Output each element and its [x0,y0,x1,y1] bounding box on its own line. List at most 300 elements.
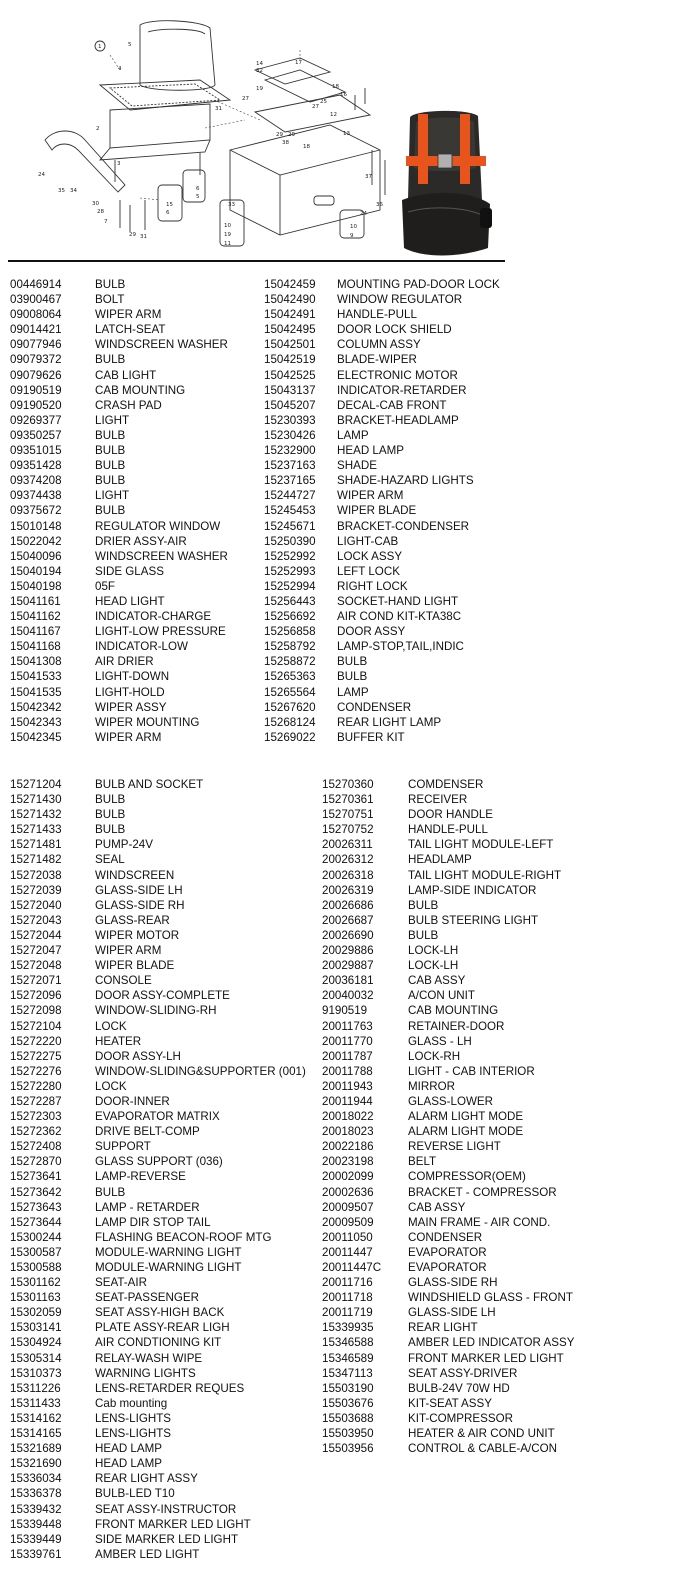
part-number: 15272048 [10,959,62,973]
svg-text:4: 4 [118,66,122,72]
part-row [10,1471,320,1486]
part-description: BUFFER KIT [337,730,405,744]
part-row [10,898,320,913]
part-number: 15270752 [322,823,374,837]
part-number: 15271481 [10,838,62,852]
part-number: 15272047 [10,944,62,958]
part-row [322,898,682,913]
svg-text:18: 18 [332,84,339,90]
part-row [322,1335,682,1350]
part-number: 15302059 [10,1306,62,1320]
part-row [10,730,255,745]
part-row [322,1049,682,1064]
part-description: TAIL LIGHT MODULE-LEFT [408,838,554,852]
part-description: BOLT [95,293,125,307]
part-description: ALARM LIGHT MODE [408,1110,524,1124]
part-row [322,1245,682,1260]
part-number: 09351428 [10,459,62,473]
part-row [264,322,509,337]
part-number: 15346588 [322,1336,374,1350]
part-description: GLASS - LH [408,1034,472,1048]
part-description: SEAT-AIR [95,1276,147,1290]
part-number: 09014421 [10,323,62,337]
part-number: 09077946 [10,338,62,352]
part-description: WIPER BLADE [95,959,175,973]
part-row [10,564,255,579]
part-description: AMBER LED INDICATOR ASSY [408,1336,575,1350]
part-number: 15041162 [10,610,61,624]
part-number: 15305314 [10,1351,62,1365]
part-number: 20011787 [322,1049,373,1063]
part-description: LOCK [95,1079,127,1093]
part-row [10,1396,320,1411]
part-description: HEATER [95,1034,142,1048]
part-number: 15042525 [264,368,316,382]
part-row [10,928,320,943]
part-number: 15040194 [10,564,62,578]
part-description: LOCK ASSY [337,549,403,563]
seat-photo [398,108,494,258]
part-number: 15273644 [10,1215,62,1229]
part-number: 15336378 [10,1487,62,1501]
part-description: COMDENSER [408,778,484,791]
part-number: 20011770 [322,1034,373,1048]
part-row [10,428,255,443]
part-description: LIGHT-HOLD [95,685,165,699]
part-description: LAMP-STOP,TAIL,INDIC [337,640,464,654]
part-row [10,609,255,624]
part-number: 20029886 [322,944,374,958]
part-row [10,398,255,413]
part-number: 15042343 [10,715,62,729]
part-description: LIGHT-DOWN [95,670,170,684]
svg-text:29: 29 [276,132,283,138]
part-row [10,503,255,518]
part-description: HANDLE-PULL [408,823,488,837]
part-row [10,1169,320,1184]
svg-text:37: 37 [365,174,372,180]
svg-text:17: 17 [295,60,302,66]
part-number: 15271204 [10,778,62,791]
part-number: 15339448 [10,1517,62,1531]
part-number: 15272870 [10,1155,62,1169]
part-row [10,1260,320,1275]
part-row [10,337,255,352]
part-row [10,443,255,458]
part-row [10,1426,320,1441]
part-description: BULB [95,278,126,291]
part-row [10,1064,320,1079]
part-description: SEAT ASSY-DRIVER [408,1366,518,1380]
part-description: BULB [95,428,126,442]
part-row [322,1351,682,1366]
part-description: CONSOLE [95,974,152,988]
part-description: AMBER LED LIGHT [95,1547,200,1561]
part-number: 15272044 [10,928,62,942]
part-description: WINDSCREEN WASHER [95,549,228,563]
svg-text:12: 12 [330,112,337,118]
part-number: 20011050 [322,1230,373,1244]
part-number: 15237163 [264,459,316,473]
svg-text:6: 6 [196,186,200,192]
part-number: 20011716 [322,1276,373,1290]
part-description: SOCKET-HAND LIGHT [337,594,459,608]
part-row [10,988,320,1003]
part-row [10,624,255,639]
part-row [10,292,255,307]
part-number: 15258872 [264,655,316,669]
part-number: 20011943 [322,1079,373,1093]
part-description: BULB [95,504,126,518]
part-row [322,837,682,852]
part-description: LEFT LOCK [337,564,400,578]
part-description: HEATER & AIR COND UNIT [408,1427,555,1441]
part-description: LAMP [337,428,369,442]
part-description: EVAPORATOR [408,1245,487,1259]
part-number: 15040198 [10,579,62,593]
part-number: 15041161 [10,594,61,608]
part-description: COMPRESSOR(OEM) [408,1170,526,1184]
part-description: MOUNTING PAD-DOOR LOCK [337,278,500,291]
part-description: DECAL-CAB FRONT [337,398,447,412]
part-description: HEADLAMP [408,853,472,867]
part-row [10,715,255,730]
part-row [10,1381,320,1396]
part-row [10,1486,320,1501]
part-description: LAMP - RETARDER [95,1200,200,1214]
part-number: 20040032 [322,989,374,1003]
part-description: LOCK-LH [408,959,459,973]
part-number: 20011763 [322,1019,373,1033]
part-description: WINDOW-SLIDING&SUPPORTER (001) [95,1064,306,1078]
part-row [322,1169,682,1184]
part-description: DOOR-INNER [95,1094,170,1108]
part-number: 15300587 [10,1245,62,1259]
seat-photo-icon [398,108,494,258]
svg-text:27: 27 [242,96,249,102]
svg-text:5: 5 [128,42,132,48]
part-number: 15230393 [264,413,316,427]
svg-text:24: 24 [360,211,367,217]
part-description: HEAD LAMP [337,444,405,458]
part-row [10,1079,320,1094]
part-description: CAB ASSY [408,974,466,988]
part-number: 15041308 [10,655,62,669]
svg-text:1: 1 [98,44,102,50]
part-number: 15042491 [264,308,316,322]
part-description: MAIN FRAME - AIR COND. [408,1215,551,1229]
part-number: 15339761 [10,1547,62,1561]
part-description: CAB MOUNTING [95,383,186,397]
part-row [264,352,509,367]
part-number: 15303141 [10,1321,62,1335]
part-description: PLATE ASSY-REAR LIGH [95,1321,230,1335]
part-row [10,307,255,322]
part-description: BULB [337,670,368,684]
part-number: 9190519 [322,1004,368,1018]
part-row [322,1109,682,1124]
parts-column-b [264,277,509,745]
svg-text:15: 15 [166,202,173,208]
svg-text:28: 28 [97,209,104,215]
svg-text:14: 14 [256,61,263,67]
part-description: GLASS-LOWER [408,1094,494,1108]
part-description: AIR COND KIT-KTA38C [337,610,462,624]
part-description: COLUMN ASSY [337,338,421,352]
part-description: AIR CONDTIONING KIT [95,1336,222,1350]
part-row [322,868,682,883]
part-number: 15271432 [10,808,62,822]
part-row [322,1185,682,1200]
part-description: FRONT MARKER LED LIGHT [408,1351,564,1365]
part-row [264,579,509,594]
part-number: 20002636 [322,1185,374,1199]
part-description: DOOR ASSY-LH [95,1049,181,1063]
part-number: 20011718 [322,1291,373,1305]
part-number: 20026318 [322,868,374,882]
part-number: 15301163 [10,1291,61,1305]
part-number: 15022042 [10,534,62,548]
part-description: DOOR HANDLE [408,808,494,822]
part-description: MODULE-WARNING LIGHT [95,1261,242,1274]
part-number: 15321689 [10,1442,62,1456]
part-description: SHADE-HAZARD LIGHTS [337,474,474,488]
part-row [10,579,255,594]
part-row [10,1456,320,1471]
part-description: BRACKET-HEADLAMP [337,413,459,427]
part-number: 15339449 [10,1532,62,1546]
part-row [10,1034,320,1049]
part-description: MIRROR [408,1079,456,1093]
part-number: 15272303 [10,1110,62,1124]
part-row [264,730,509,745]
part-number: 15272071 [10,974,62,988]
part-number: 15273643 [10,1200,62,1214]
part-row [10,1411,320,1426]
part-row [10,1185,320,1200]
part-row [322,1094,682,1109]
part-description: SEAT-PASSENGER [95,1291,199,1305]
part-row [10,1547,320,1562]
part-row [322,913,682,928]
part-number: 20022186 [322,1140,374,1154]
part-description: SEAT ASSY-HIGH BACK [95,1306,225,1320]
part-row [10,473,255,488]
part-row [322,1381,682,1396]
part-number: 15042501 [264,338,316,352]
part-number: 20026690 [322,928,374,942]
part-number: 15269022 [264,730,316,744]
part-description: BLADE-WIPER [337,353,417,367]
part-number: 15042345 [10,730,62,744]
part-row [10,549,255,564]
part-number: 15314162 [10,1411,62,1425]
part-row [10,913,320,928]
part-number: 20029887 [322,959,374,973]
part-description: LAMP-REVERSE [95,1170,186,1184]
part-description: PUMP-24V [95,838,153,852]
part-number: 15339432 [10,1502,62,1516]
part-description: WINDSCREEN [95,868,175,882]
part-row [264,624,509,639]
part-number: 15271482 [10,853,62,867]
part-description: DOOR LOCK SHIELD [337,323,452,337]
part-row [10,943,320,958]
part-row [264,534,509,549]
part-number: 15270360 [322,778,374,791]
part-number: 15272276 [10,1064,62,1078]
part-row [322,1139,682,1154]
part-description: WIPER BLADE [337,504,417,518]
part-row [322,1290,682,1305]
part-number: 09190519 [10,383,62,397]
part-description: GLASS-SIDE RH [95,898,185,912]
part-row [10,1366,320,1381]
part-number: 15339935 [322,1321,374,1335]
parts-column-d [322,777,682,1456]
part-description: A/CON UNIT [408,989,475,1003]
part-description: HEAD LAMP [95,1457,163,1471]
part-row [10,1200,320,1215]
part-number: 15272098 [10,1004,62,1018]
part-description: SIDE MARKER LED LIGHT [95,1532,239,1546]
part-number: 15300588 [10,1261,62,1274]
svg-text:19: 19 [224,232,231,238]
part-row [10,700,255,715]
part-description: INDICATOR-CHARGE [95,610,212,624]
part-description: KIT-COMPRESSOR [408,1411,514,1425]
part-number: 15256443 [264,594,316,608]
part-number: 15272043 [10,913,62,927]
part-description: CAB LIGHT [95,368,157,382]
part-number: 15272104 [10,1019,62,1033]
part-number: 20009507 [322,1200,374,1214]
part-row [322,1215,682,1230]
svg-text:33: 33 [228,202,235,208]
part-description: RECEIVER [408,793,468,807]
part-number: 15336034 [10,1472,62,1486]
part-description: LOCK-RH [408,1049,461,1063]
svg-text:25: 25 [320,99,327,105]
svg-text:6: 6 [166,210,170,216]
part-description: LIGHT - CAB INTERIOR [408,1064,535,1078]
part-number: 15300244 [10,1230,62,1244]
part-number: 15503950 [322,1427,374,1441]
part-row [10,1532,320,1547]
svg-text:7: 7 [104,219,108,225]
part-description: WINDSHIELD GLASS - FRONT [408,1291,573,1305]
part-row [322,988,682,1003]
part-description: INDICATOR-LOW [95,640,188,654]
part-row [322,928,682,943]
svg-text:36: 36 [376,202,383,208]
part-number: 15041167 [10,625,61,639]
part-number: 15272280 [10,1079,62,1093]
part-number: 20018022 [322,1110,374,1124]
part-row [10,1502,320,1517]
svg-text:18: 18 [303,144,310,150]
part-row [10,368,255,383]
svg-text:29: 29 [288,132,295,138]
part-description: INDICATOR-RETARDER [337,383,467,397]
part-row [10,1154,320,1169]
part-row [264,292,509,307]
part-description: GLASS-REAR [95,913,170,927]
part-row [10,1275,320,1290]
part-row [10,1441,320,1456]
part-description: WIPER ARM [95,730,162,744]
part-row [264,368,509,383]
part-description: FRONT MARKER LED LIGHT [95,1517,251,1531]
part-row [322,1305,682,1320]
part-number: 15272362 [10,1125,62,1139]
part-row [10,883,320,898]
parts-column-c [10,777,320,1562]
part-description: LOCK [95,1019,127,1033]
part-number: 20009509 [322,1215,374,1229]
part-row [10,458,255,473]
part-number: 15314165 [10,1427,62,1441]
part-number: 03900467 [10,293,62,307]
part-number: 15230426 [264,428,316,442]
part-number: 15346589 [322,1351,374,1365]
part-description: HANDLE-PULL [337,308,417,322]
svg-text:2: 2 [96,126,100,132]
part-number: 20018023 [322,1125,374,1139]
part-number: 15270361 [322,793,374,807]
part-row [10,654,255,669]
part-description: LATCH-SEAT [95,323,166,337]
part-number: 15041168 [10,640,61,654]
part-description: REAR LIGHT LAMP [337,715,442,729]
part-number: 15311226 [10,1381,61,1395]
part-row [10,1124,320,1139]
part-description: LIGHT-LOW PRESSURE [95,625,226,639]
part-description: SEAT ASSY-INSTRUCTOR [95,1502,237,1516]
part-number: 09269377 [10,413,62,427]
part-description: BULB [95,1185,126,1199]
part-description: MODULE-WARNING LIGHT [95,1245,242,1259]
part-row [322,1034,682,1049]
part-row [264,458,509,473]
part-number: 15268124 [264,715,316,729]
part-row [322,1260,682,1275]
part-description: REAR LIGHT [408,1321,478,1335]
part-description: CAB ASSY [408,1200,466,1214]
part-description: FLASHING BEACON-ROOF MTG [95,1230,272,1244]
part-number: 20002099 [322,1170,374,1184]
part-description: SIDE GLASS [95,564,164,578]
part-number: 09079626 [10,368,62,382]
part-description: WIPER MOUNTING [95,715,200,729]
part-description: WINDSCREEN WASHER [95,338,228,352]
part-number: 15256692 [264,610,316,624]
part-number: 15503956 [322,1442,374,1456]
part-number: 15042519 [264,353,316,367]
part-number: 15237165 [264,474,316,488]
part-description: CRASH PAD [95,398,162,412]
part-row [264,503,509,518]
part-number: 20026687 [322,913,374,927]
part-number: 15273642 [10,1185,62,1199]
part-row [264,337,509,352]
svg-text:10: 10 [224,223,231,229]
part-row [322,1396,682,1411]
part-description: BULB AND SOCKET [95,778,204,791]
part-description: BRACKET - COMPRESSOR [408,1185,557,1199]
part-description: CONTROL & CABLE-A/CON [408,1442,558,1456]
part-description: LOCK-LH [408,944,459,958]
